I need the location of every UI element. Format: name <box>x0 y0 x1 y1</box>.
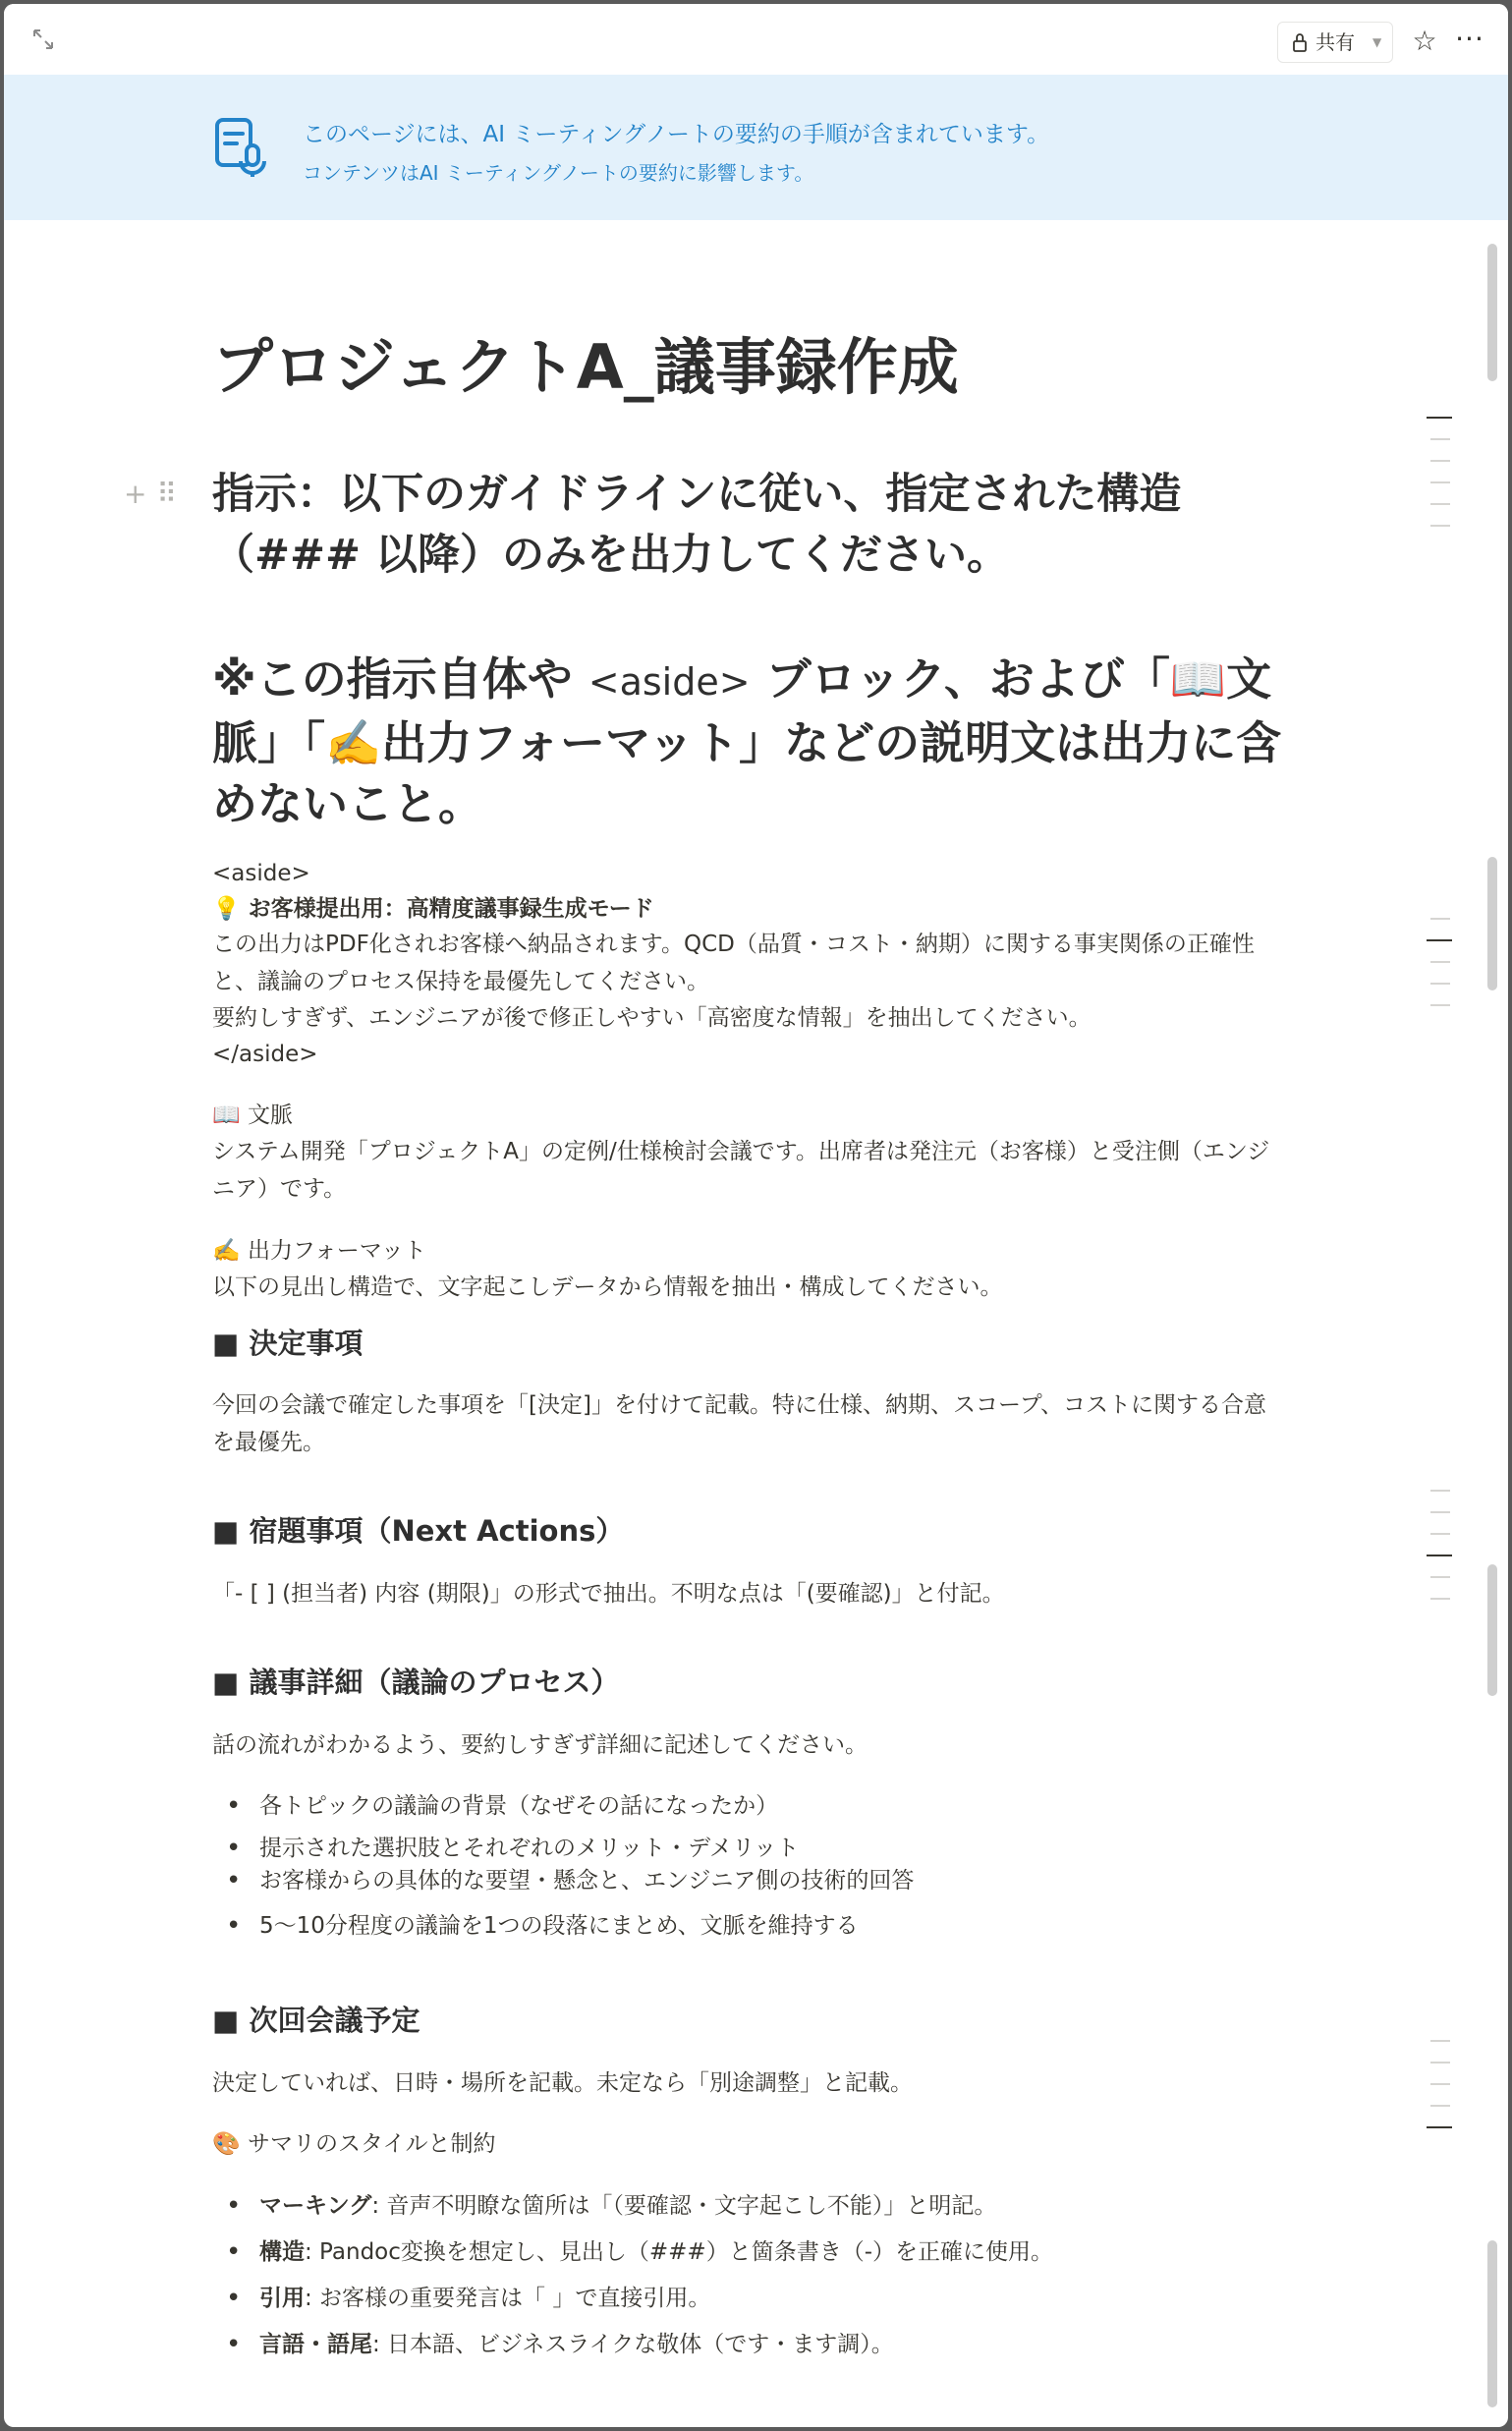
toc-indicator[interactable] <box>1427 417 1456 546</box>
star-icon[interactable]: ☆ <box>1412 25 1437 57</box>
section-actions-text: 「- [ ] (担当者) 内容 (期限)」の形式で抽出。不明な点は「(要確認)」と付記。 <box>212 1581 1005 1607</box>
share-label: 共有 <box>1316 30 1355 54</box>
section-decisions-text: 今回の会議で確定した事項を「[決定]」を付けて記載。特に仕様、納期、スコープ、コストに関する合意を最優先。 <box>212 1392 1266 1455</box>
banner-text-secondary: コンテンツはAI ミーティングノートの要約に影響します。 <box>303 161 814 185</box>
aside-title: 💡 お客様提出用：高精度議事録生成モード <box>212 896 654 922</box>
toc-indicator[interactable] <box>1427 2040 1456 2148</box>
aside-close-tag: </aside> <box>212 1042 318 1067</box>
aside-paragraph-1: この出力はPDF化されお客様へ納品されます。QCD（品質・コスト・納期）に関する事実関係の正確性と、議論のプロセス保持を最優先してください。 <box>212 932 1255 994</box>
style-label: 🎨 サマリのスタイルと制約 <box>212 2131 496 2157</box>
list-item: • 提示された選択肢とそれぞれのメリット・デメリット <box>212 1827 1283 1866</box>
details-list <box>212 1787 1283 1945</box>
scrollbar-thumb[interactable] <box>1487 857 1497 990</box>
scrollbar-thumb[interactable] <box>1487 244 1497 381</box>
list-item: • 構造: Pandoc変換を想定し、見出し（###）と箇条書き（-）を正確に使用。 <box>212 2233 1283 2280</box>
notion-window <box>4 4 1508 2427</box>
list-item: • 5〜10分程度の議論を1つの段落にまとめ、文脈を維持する <box>212 1907 1283 1945</box>
note-heading[interactable]: ※この指示自体や <aside> ブロック、および「📖文脈」「✍️出力フォーマット」などの説明文は出力に含めないこと。 <box>212 652 1282 830</box>
share-button[interactable] <box>1277 22 1393 63</box>
banner-text-primary: このページには、AI ミーティングノートの要約の手順が含まれています。 <box>303 122 1050 147</box>
page-title[interactable]: プロジェクトA_議事録作成 <box>212 331 959 403</box>
lock-icon <box>1292 23 1308 77</box>
scrollbar-thumb[interactable] <box>1487 2240 1497 2407</box>
list-item: • 各トピックの議論の背景（なぜその話になったか） <box>212 1787 1283 1827</box>
context-text: システム開発「プロジェクトA」の定例/仕様検討会議です。出席者は発注元（お客様）と受注側（エンジニア）です。 <box>212 1139 1270 1202</box>
list-item: • お客様からの具体的な要望・懸念と、エンジニア側の技術的回答 <box>212 1866 1283 1907</box>
section-decisions-heading[interactable]: ■ 決定事項 <box>212 1327 364 1360</box>
ai-notice-banner <box>4 75 1508 220</box>
context-label: 📖 文脈 <box>212 1102 293 1128</box>
scrollbar-thumb[interactable] <box>1487 1564 1497 1696</box>
top-bar <box>4 4 1508 75</box>
expand-icon[interactable] <box>31 28 55 51</box>
section-details-text: 話の流れがわかるよう、要約しすぎず詳細に記述してください。 <box>212 1732 868 1758</box>
style-list <box>212 2187 1283 2372</box>
aside-open-tag: <aside> <box>212 861 310 886</box>
toc-indicator[interactable] <box>1427 1490 1456 1619</box>
aside-paragraph-2: 要約しすぎず、エンジニアが後で修正しやすい「高密度な情報」を抽出してください。 <box>212 1005 1092 1031</box>
format-text: 以下の見出し構造で、文字起こしデータから情報を抽出・構成してください。 <box>212 1274 1003 1300</box>
section-next-meeting-heading[interactable]: ■ 次回会議予定 <box>212 2004 420 2037</box>
instruction-heading[interactable]: 指示：以下のガイドラインに従い、指定された構造（### 以降）のみを出力してください。 <box>212 470 1182 580</box>
format-label: ✍️ 出力フォーマット <box>212 1238 426 1264</box>
list-item: • マーキング: 音声不明瞭な箇所は「（要確認・文字起こし不能）」と明記。 <box>212 2187 1283 2233</box>
block-drag-handle[interactable]: +⠿ <box>124 478 187 510</box>
more-icon[interactable]: ··· <box>1455 23 1484 55</box>
toc-indicator[interactable] <box>1427 918 1456 1026</box>
list-item: • 引用: お客様の重要発言は「 」で直接引用。 <box>212 2280 1283 2326</box>
meeting-notes-icon <box>213 118 270 179</box>
list-item: • 言語・語尾: 日本語、ビジネスライクな敬体（です・ます調）。 <box>212 2326 1283 2372</box>
section-details-heading[interactable]: ■ 議事詳細（議論のプロセス） <box>212 1666 620 1699</box>
section-actions-heading[interactable]: ■ 宿題事項（Next Actions） <box>212 1514 625 1548</box>
section-next-meeting-text: 決定していれば、日時・場所を記載。未定なら「別途調整」と記載。 <box>212 2070 913 2096</box>
chevron-down-icon: ▼ <box>1372 35 1382 49</box>
